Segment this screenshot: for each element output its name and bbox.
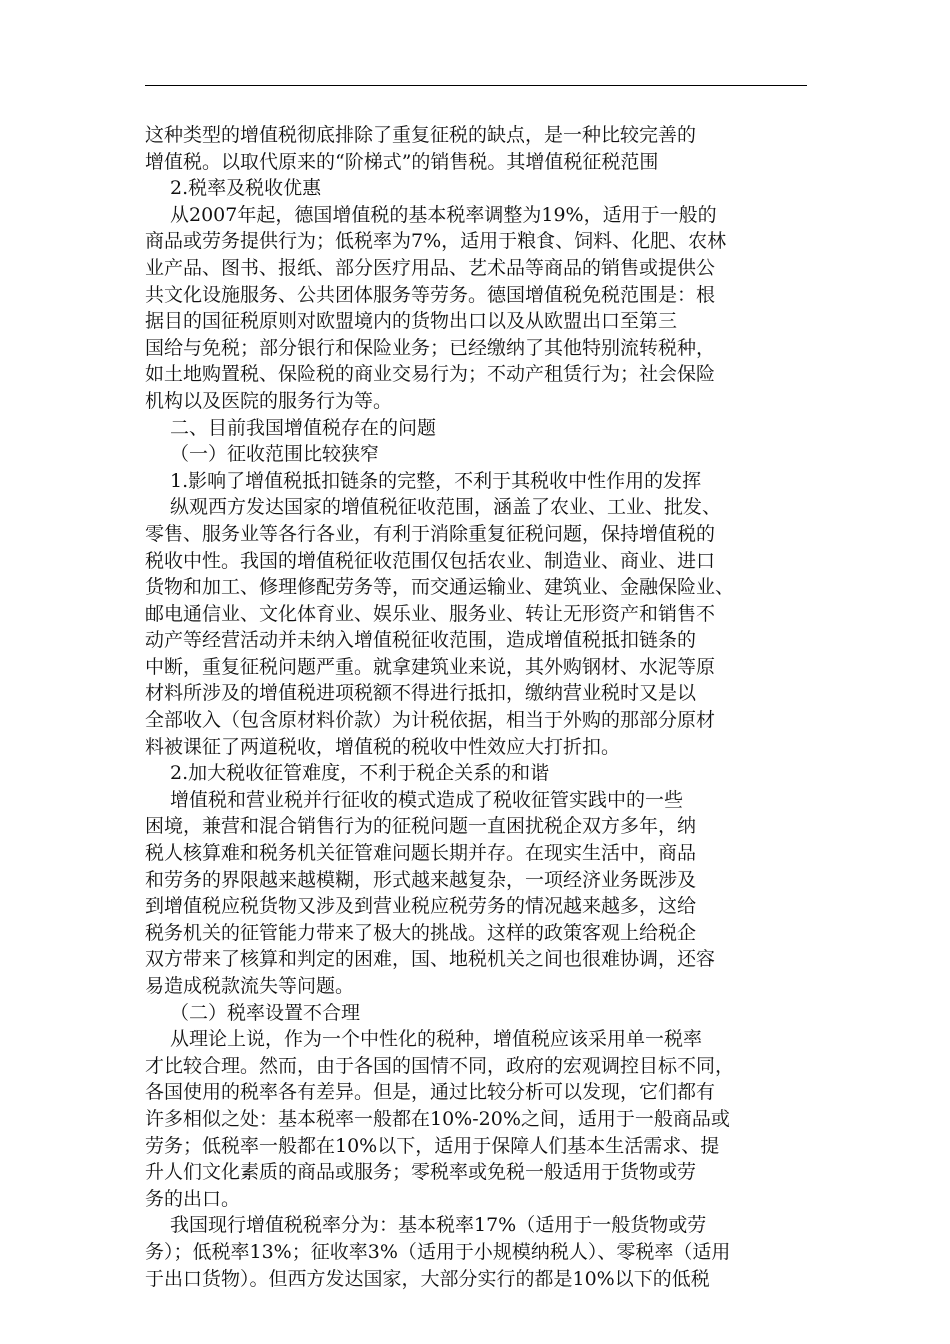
text-line: 税人核算难和税务机关征管难问题长期并存。在现实生活中，商品 xyxy=(145,842,697,865)
document-body xyxy=(145,122,807,1292)
text-line: 增值税。以取代原来的“阶梯式”的销售税。其增值税征税范围 xyxy=(145,150,659,173)
text-line: 二、目前我国增值税存在的问题 xyxy=(170,416,437,439)
text-line: 1.影响了增值税抵扣链条的完整，不利于其税收中性作用的发挥 xyxy=(170,469,702,492)
text-line: 邮电通信业、文化体育业、娱乐业、服务业、转让无形资产和销售不 xyxy=(145,602,716,625)
text-line: 许多相似之处：基本税率一般都在10%-20%之间，适用于一般商品或 xyxy=(145,1107,730,1130)
text-line: 困境，兼营和混合销售行为的征税问题一直困扰税企双方多年，纳 xyxy=(145,815,697,838)
text-line: （二）税率设置不合理 xyxy=(170,1001,361,1024)
text-line: 务）；低税率13%；征收率3%（适用于小规模纳税人）、零税率（适用 xyxy=(145,1240,731,1263)
text-line: 货物和加工、修理修配劳务等，而交通运输业、建筑业、金融保险业、 xyxy=(145,576,735,599)
text-line: 业产品、图书、报纸、部分医疗用品、艺术品等商品的销售或提供公 xyxy=(145,256,716,279)
text-line: 双方带来了核算和判定的困难，国、地税机关之间也很难协调，还容 xyxy=(145,948,716,971)
text-line: 材料所涉及的增值税进项税额不得进行抵扣，缴纳营业税时又是以 xyxy=(145,682,697,705)
text-line: 国给与免税；部分银行和保险业务；已经缴纳了其他特别流转税种， xyxy=(145,336,716,359)
text-line: 2.加大税收征管难度，不利于税企关系的和谐 xyxy=(170,762,550,785)
text-line: 增值税和营业税并行征收的模式造成了税收征管实践中的一些 xyxy=(170,788,684,811)
text-line: 全部收入（包含原材料价款）为计税依据，相当于外购的那部分原材 xyxy=(145,709,716,732)
text-line: 从2007年起，德国增值税的基本税率调整为19%，适用于一般的 xyxy=(170,203,717,226)
text-line: （一）征收范围比较狭窄 xyxy=(170,443,380,466)
text-line: 纵观西方发达国家的增值税征收范围，涵盖了农业、工业、批发、 xyxy=(170,496,722,519)
text-line: 2.税率及税收优惠 xyxy=(170,177,322,200)
header-rule xyxy=(145,85,807,86)
text-line: 劳务；低税率一般都在10%以下，适用于保障人们基本生活需求、提 xyxy=(145,1134,720,1157)
text-line: 中断，重复征税问题严重。就拿建筑业来说，其外购钢材、水泥等原 xyxy=(145,655,716,678)
text-line: 税收中性。我国的增值税征收范围仅包括农业、制造业、商业、进口 xyxy=(145,549,716,572)
text-line: 共文化设施服务、公共团体服务等劳务。德国增值税免税范围是：根 xyxy=(145,283,716,306)
text-line: 如土地购置税、保险税的商业交易行为；不动产租赁行为；社会保险 xyxy=(145,363,716,386)
text-line: 我国现行增值税税率分为：基本税率17%（适用于一般货物或劳 xyxy=(170,1214,707,1237)
text-line: 易造成税款流失等问题。 xyxy=(145,975,355,997)
text-line: 动产等经营活动并未纳入增值税征收范围，造成增值税抵扣链条的 xyxy=(145,629,697,652)
text-line: 于出口货物）。但西方发达国家，大部分实行的都是10%以下的低税 xyxy=(145,1267,710,1290)
text-line: 才比较合理。然而，由于各国的国情不同，政府的宏观调控目标不同， xyxy=(145,1054,735,1077)
text-line: 从理论上说，作为一个中性化的税种，增值税应该采用单一税率 xyxy=(170,1028,703,1051)
text-line: 据目的国征税原则对欧盟境内的货物出口以及从欧盟出口至第三 xyxy=(145,310,678,333)
text-line: 零售、服务业等各行各业，有利于消除重复征税问题，保持增值税的 xyxy=(145,522,716,545)
text-line: 和劳务的界限越来越模糊，形式越来越复杂，一项经济业务既涉及 xyxy=(145,868,697,891)
text-line: 料被课征了两道税收，增值税的税收中性效应大打折扣。 xyxy=(145,735,621,758)
text-line: 到增值税应税货物又涉及到营业税应税劳务的情况越来越多，这给 xyxy=(145,895,697,918)
text-line: 商品或劳务提供行为；低税率为7%，适用于粮食、饲料、化肥、农林 xyxy=(145,230,727,253)
text-line: 务的出口。 xyxy=(145,1187,241,1210)
text-line: 这种类型的增值税彻底排除了重复征税的缺点，是一种比较完善的 xyxy=(145,124,697,146)
text-line: 升人们文化素质的商品或服务；零税率或免税一般适用于货物或劳 xyxy=(145,1161,697,1184)
text-line: 机构以及医院的服务行为等。 xyxy=(145,389,393,412)
text-line: 各国使用的税率各有差异。但是，通过比较分析可以发现，它们都有 xyxy=(145,1081,716,1104)
text-line: 税务机关的征管能力带来了极大的挑战。这样的政策客观上给税企 xyxy=(145,921,697,944)
